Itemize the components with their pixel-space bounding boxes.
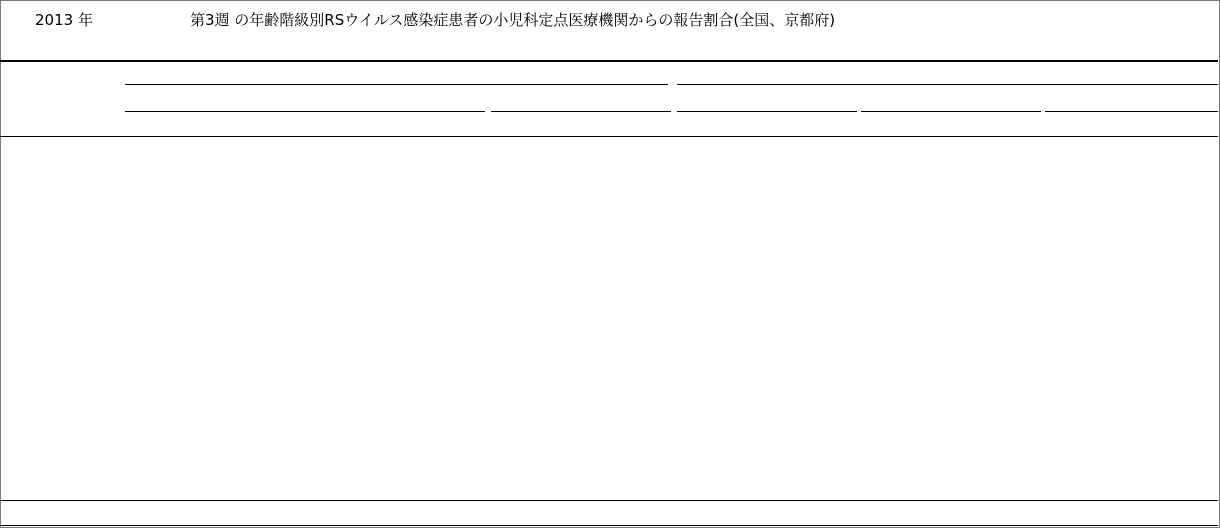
total-top-rule [0,500,1218,501]
report-title: 第3週 の年齢階級別RSウイルス感染症患者の小児科定点医療機関からの報告割合(全国、京都府) [190,11,836,29]
region-rule-kyoto [125,84,668,85]
region-rule-national [677,84,1218,85]
sex-rule [305,111,485,112]
table-bottom-rule [0,525,1218,526]
header-bottom-rule [0,136,1218,137]
table-top-rule [0,60,1218,62]
sex-rule [491,111,671,112]
sex-rule [861,111,1041,112]
sex-rule [1045,111,1218,112]
report-year: 2013 年 [35,11,93,29]
sex-rule [677,111,857,112]
sex-rule [125,111,305,112]
